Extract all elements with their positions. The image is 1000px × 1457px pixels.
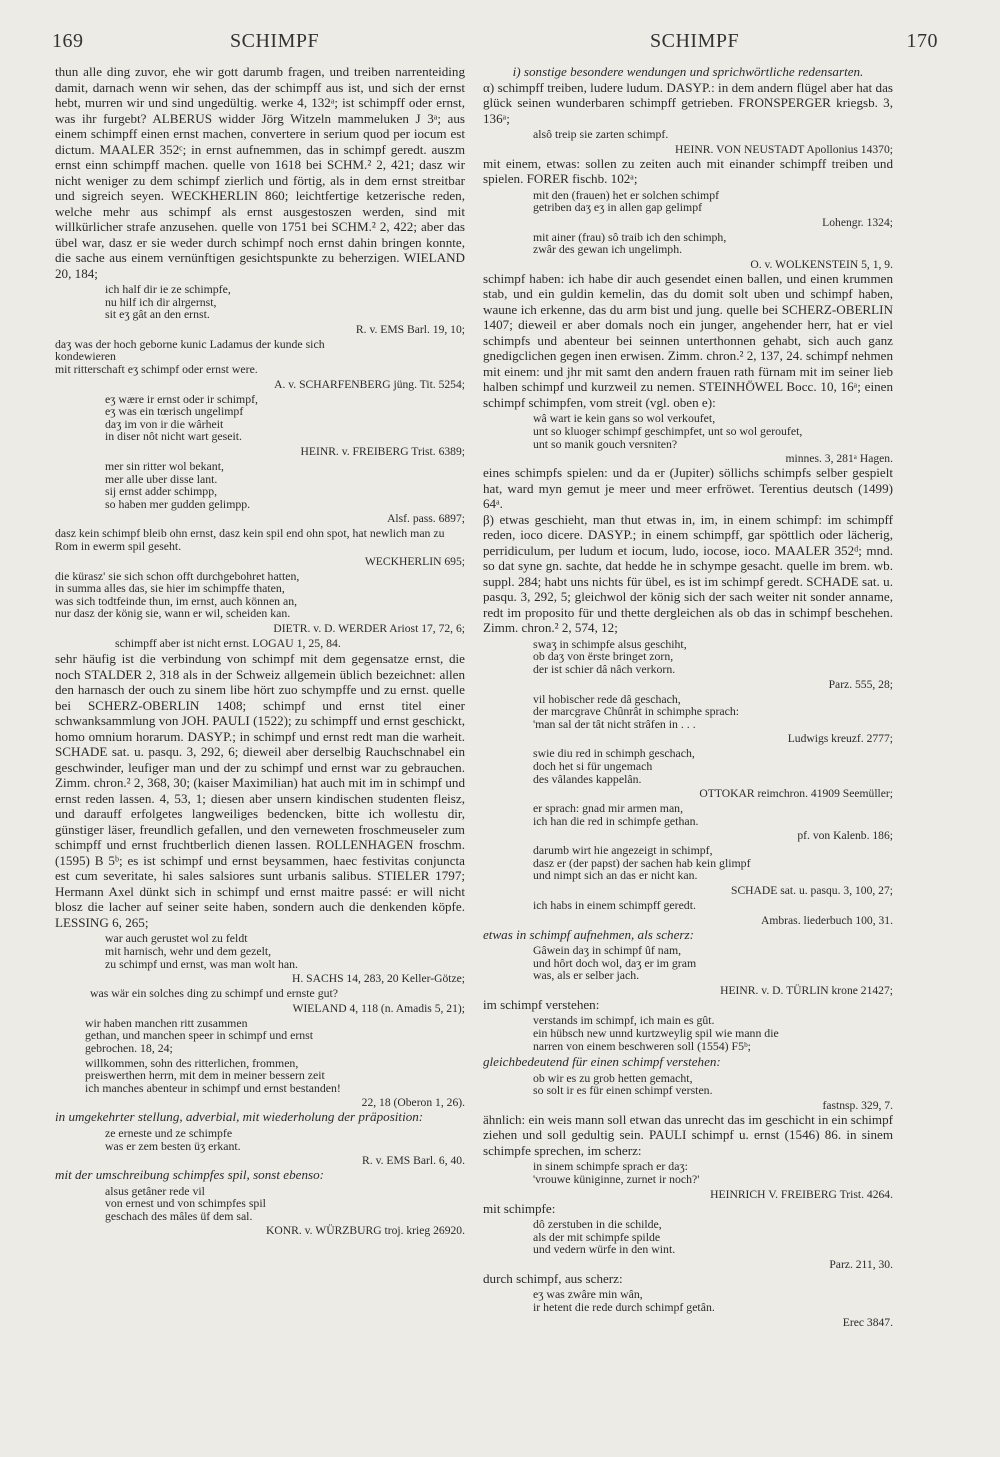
source-citation: HEINR. v. FREIBERG Trist. 6389;	[300, 444, 465, 458]
source-citation: WECKHERLIN 695;	[364, 554, 465, 568]
paragraph: thun alle ding zuvor, ehe wir gott darumb fragen, und treiben narrenteiding damit, darnach wenn wir sehen, das der schimpff aus ist, und sich der ernst hebt, murren wir und sind ungedültig. werke 4, 132ᵃ; ist schimpff oder ernst, was ihr furgebt? ALBERUS widder Jörg Witzeln mammeluken J 3ᵃ; aus einem schimpff einen ernst machen, convertere in serium quod per iocum est dictum. MAALER 352ᶜ; in ernst aufnemmen, das in schimpf geredt. auszm ernst einn schimpff machen. quelle von 1618 bei SCHM.² 2, 421; dasz wir nicht weniger zu dem schimpf zierlich und förtig, als in dem ernst streitbar und sigreich seyen. WECKHERLIN 860; leichtfertige ketzerische reden, welche mehr aus schimpf als ernst ausgestoszen werden, sind mit willkürlicher strafe anzusehen. quelle von 1751 bei SCHM.² 2, 422; aber das übel war, dasz er sie weder durch schimpf noch ernst dahin bringen konnte, die sache aus einem vernünftigen gesichtspunkte zu beherzigen. WIELAND 20, 184;	[55, 64, 465, 281]
paragraph: gleichbedeutend für einen schimpf verstehen:	[483, 1054, 721, 1070]
verse-quote: eʒ was zwâre min wân, ir hetent die rede durch schimpf getân.	[533, 1287, 715, 1314]
source-citation: R. v. EMS Barl. 6, 40.	[362, 1154, 465, 1168]
source-citation: H. SACHS 14, 283, 20 Keller-Götze;	[291, 972, 465, 986]
source-citation: KONR. v. WÜRZBURG troj. krieg 26920.	[265, 1224, 465, 1238]
source-citation: WIELAND 4, 118 (n. Amadis 5, 21);	[292, 1001, 465, 1015]
source-citation: O. v. WOLKENSTEIN 5, 1, 9.	[750, 257, 893, 271]
source-citation: SCHADE sat. u. pasqu. 3, 100, 27;	[731, 884, 893, 898]
paragraph: sehr häufig ist die verbindung von schimpf mit dem gegensatze ernst, die noch STALDER 2, 318 als in der Schweiz allgemein üblich bezeichnet: allen den harnasch der ouch zu sinem libe hört zuo schympffe und zu ernst. quelle bei SCHERZ-OBERLIN 1408; schimpf und ernst titel einer schwanksammlung von JOH. PAULI (1522); zu schimpff und ernst geschickt, homo omnium horarum. DASYP.; in schimpf und ernst redt man die warheit. SCHADE sat. u. pasqu. 3, 292, 6; dieweil aber derselbig Rauchschnabel ein geschwinder, leufiger man und der zu schimpf und ernst war zu gebrauchen. Zimm. chron.² 2, 368, 30; (kaiser Maximilian) hat auch mit im in schimpf und ernst reden lassen. 4, 53, 1; diesen aber unsern kindischen studenten fleisz, und darauff erfolgetes langweiliges bedencken, bitte ich wollestu dir, günstiger läser, freundlich gefallen, und den verneweten froschmeuseler zum schimpff und ernst fruchtberlich dienen lassen. ROLLENHAGEN froschm. (1595) B 5ᵇ; es ist schimpf und ernst beysammen, haec festivitas conjuncta est cum severitate, hi sales salsiores sunt urbanis salibus. STIELER 1797; Hermann Axel dünkt sich in schimpf und ernst maitre passé: er will nicht blosz die lacher auf seiner seite haben, sondern auch die denkenden köpfe. LESSING 6, 265;	[55, 651, 465, 930]
source-citation: Ludwigs kreuzf. 2777;	[787, 732, 893, 746]
running-title-left: SCHIMPF	[230, 30, 320, 52]
source-citation: Parz. 211, 30.	[829, 1257, 893, 1271]
page-number-right: 170	[906, 30, 938, 52]
source-citation: Parz. 555, 28;	[828, 677, 893, 691]
paragraph: schimpf haben: ich habe dir auch gesendet einen ballen, und einen krummen stab, und ein guldin kemelin, das du domit solt uben und schimpf haben, waune ich erkenne, das du arm bist und jung. quelle bei SCHERZ-OBERLIN 1407; dieweil er aber domals noch ein junger, angehender herr, hat er viel schimpfs und abenteur bei seinnen unterthonnen gehabt, sich auch ganz gnedigclichen gegen inen erwisen. Zimm. chron.² 2, 137, 24. schimpf nehmen mit einem: und jhr mit samt den andern frauen rath fürnam mit im seiner lieb halben schimpf und kurzweil zu nemen. STEINHÖWEL Bocc. 10, 16ᵃ; einen schimpf schimpfen, vom streit (vgl. oben e):	[483, 270, 893, 410]
source-citation: HEINRICH V. FREIBERG Trist. 4264.	[710, 1187, 893, 1201]
source-citation: DIETR. v. D. WERDER Ariost 17, 72, 6;	[273, 621, 465, 635]
source-citation: HEINR. VON NEUSTADT Apollonius 14370;	[675, 142, 893, 156]
verse-quote: vil hobischer rede dâ geschach, der marcgrave Chûnrât in schimphe sprach: 'man sal der tât nicht strâfen in . . .	[533, 691, 740, 731]
verse-quote: mer sin ritter wol bekant, mer alle uber disse lant. sij ernst adder schimpp, so haben mer gudden gelimpp.	[105, 458, 251, 511]
verse-quote: wâ wart ie kein gans so wol verkoufet, unt so kluoger schimpf geschimpfet, unt so wol geroufet, unt so manik gouch versniten?	[533, 411, 803, 451]
verse-quote: schimpff aber ist nicht ernst. LOGAU 1, 25, 84.	[115, 635, 341, 650]
paragraph: mit einem, etwas: sollen zu zeiten auch mit einander schimpff treiben und spielen. FORER fischb. 102ᵃ;	[483, 155, 893, 187]
verse-quote: darumb wirt hie angezeigt in schimpf, dasz er (der papst) der sachen hab kein glimpf und nimpt sich an das er nicht kan.	[533, 843, 751, 883]
verse-quote: alsô treip sie zarten schimpf.	[533, 127, 669, 141]
verse-quote: alsus getâner rede vil von ernest und von schimpfes spil geschach des mâles üf dem sal.	[105, 1183, 266, 1223]
verse-quote: swaʒ in schimpfe alsus geschiht, ob daʒ von ërste bringet zorn, der ist schier dâ nâch verkorn.	[533, 636, 687, 676]
verse-quote: in sinem schimpfe sprach er daʒ: 'vrouwe küniginne, zurnet ir noch?'	[533, 1159, 700, 1186]
paragraph: ähnlich: ein weis mann soll etwan das unrecht das im geschicht in ein schimpf ziehen und soll gedultig sein. PAULI schimpf u. ernst (1546) 86. in sinem schimpfe sprechen, im scherz:	[483, 1111, 893, 1158]
verse-quote: dasz kein schimpf bleib ohn ernst, dasz kein spil end ohn spot, hat newlich man zu Rom in ewerm spil geseht.	[55, 526, 445, 553]
paragraph: etwas in schimpf aufnehmen, als scherz:	[483, 926, 694, 942]
verse-quote: ich half dir ie ze schimpfe, nu hilf ich dir alrgernst, sit eʒ gât an den ernst.	[105, 282, 231, 322]
verse-quote: er sprach: gnad mir armen man, ich han die red in schimpfe gethan.	[533, 801, 699, 828]
source-citation: 22, 18 (Oberon 1, 26).	[361, 1096, 465, 1110]
verse-quote: dô zerstuben in die schilde, als der mit schimpfe spilde und vedern würfe in den wint.	[533, 1217, 676, 1257]
source-citation: Lohengr. 1324;	[822, 215, 893, 229]
source-citation: Ambras. liederbuch 100, 31.	[760, 913, 893, 927]
page-number-left: 169	[52, 30, 84, 52]
running-title-right: SCHIMPF	[650, 30, 740, 52]
verse-quote: ich habs in einem schimpff geredt.	[533, 898, 696, 913]
source-citation: fastnsp. 329, 7.	[822, 1098, 893, 1112]
verse-quote: was wär ein solches ding zu schimpf und ernste gut?	[90, 986, 338, 1001]
source-citation: Erec 3847.	[842, 1315, 893, 1329]
paragraph: β) etwas geschieht, man thut etwas in, im, in einem schimpf: im schimpff reden, ioco dicere. DASYP.; in einem schimpff, gar spöttlich oder lächerig, perridiculum, per ludum et iocum, ludo, iocose, ioco. MAALER 352ᵈ; mnd. so dat syne gn. sachte, dat hedde he in schympe gesacht. quelle im brem. wb. suppl. 284; habt uns nichts für übel, es ist im schimpf geredt. SCHADE sat. u. pasqu. 3, 292, 5; gleichwol der könig sich der sach weiter nit sonder anname, redt im proposito für und thette dergleichen als ob das in schimpf beschehen. Zimm. chron.² 2, 574, 12;	[483, 511, 893, 636]
paragraph: eines schimpfs spielen: und da er (Jupiter) söllichs schimpfs selber gespielt hat, ward myn gemut je meer und meer erfröwet. Terentius deutsch (1499) 64ᵃ.	[483, 465, 893, 512]
verse-quote: ze erneste und ze schimpfe was er zem besten üʒ erkant.	[105, 1125, 241, 1153]
source-citation: R. v. EMS Barl. 19, 10;	[355, 322, 465, 336]
paragraph: α) schimpff treiben, ludere ludum. DASYP.: in dem andern flügel aber hat das glück seinen wunderbaren schimpff getrieben. FRONSPERGER kriegsb. 3, 136ᵃ;	[483, 79, 893, 126]
verse-quote: willkommen, sohn des ritterlichen, frommen, preiswerthen herrn, mit dem in meiner bessern zeit ich manches abenteur in schimpf und ernst bestanden!	[85, 1055, 341, 1095]
verse-quote: eʒ wære ir ernst oder ir schimpf, eʒ was ein tœrisch ungelimpf daʒ im von ir die wârheit in diser nôt nicht wart geseit.	[105, 391, 258, 444]
verse-quote: war auch gerustet wol zu feldt mit harnisch, wehr und dem gezelt, zu schimpf und ernst, was man wolt han.	[105, 931, 298, 971]
verse-quote: Gâwein daʒ in schimpf ûf nam, und hôrt doch wol, daʒ er im gram was, als er selber jach.	[533, 943, 697, 983]
source-citation: Alsf. pass. 6897;	[387, 512, 465, 526]
verse-quote: ob wir es zu grob hetten gemacht, so solt ir es für einen schimpf versten.	[533, 1070, 713, 1098]
verse-quote: swie diu red in schimph geschach, doch het si für ungemach des vâlandes kappelân.	[533, 746, 695, 786]
source-citation: pf. von Kalenb. 186;	[797, 829, 893, 843]
verse-quote: verstands im schimpf, ich main es gût. ein hübsch new unnd kurtzweylig spil wie mann die narren von einem beschweren soll (1554) F5ᵇ;	[533, 1013, 779, 1053]
left-column	[55, 64, 465, 1237]
verse-quote: wir haben manchen ritt zusammen gethan, und manchen speer in schimpf und ernst gebrochen. 18, 24;	[85, 1015, 314, 1056]
right-column	[483, 64, 893, 1329]
section-heading: i) sonstige besondere wendungen und sprichwörtliche redensarten.	[512, 64, 864, 79]
source-citation: A. v. SCHARFENBERG jüng. Tit. 5254;	[274, 377, 465, 391]
source-citation: minnes. 3, 281ᵃ Hagen.	[785, 452, 893, 466]
paragraph: mit der umschreibung schimpfes spil, sonst ebenso:	[55, 1167, 325, 1183]
paragraph: im schimpf verstehen:	[483, 996, 600, 1012]
paragraph: in umgekehrter stellung, adverbial, mit wiederholung der präposition:	[55, 1109, 424, 1125]
paragraph: durch schimpf, aus scherz:	[483, 1270, 623, 1286]
page-header	[52, 30, 938, 58]
verse-quote: die kürasz' sie sich schon offt durchgebohret hatten, in summa alles das, sie hier im schimpffe thaten, was sich todtfeinde thun, im ernst, auch können an, nur dasz der könig sie, wann er wil, scheiden kan.	[55, 568, 300, 621]
source-citation: HEINR. v. D. TÜRLIN krone 21427;	[720, 983, 893, 997]
verse-quote: mit den (frauen) het er solchen schimpf getriben daʒ eʒ in allen gap gelimpf	[533, 187, 720, 215]
verse-quote: daʒ was der hoch geborne kunic Ladamus der kunde sich kondewieren mit ritterschaft eʒ schimpf oder ernst were.	[55, 336, 325, 376]
source-citation: OTTOKAR reimchron. 41909 Seemüller;	[699, 787, 893, 801]
paragraph: mit schimpfe:	[483, 1200, 556, 1216]
verse-quote: mit ainer (frau) sô traib ich den schimph, zwâr des gewan ich ungelimph.	[533, 229, 727, 257]
